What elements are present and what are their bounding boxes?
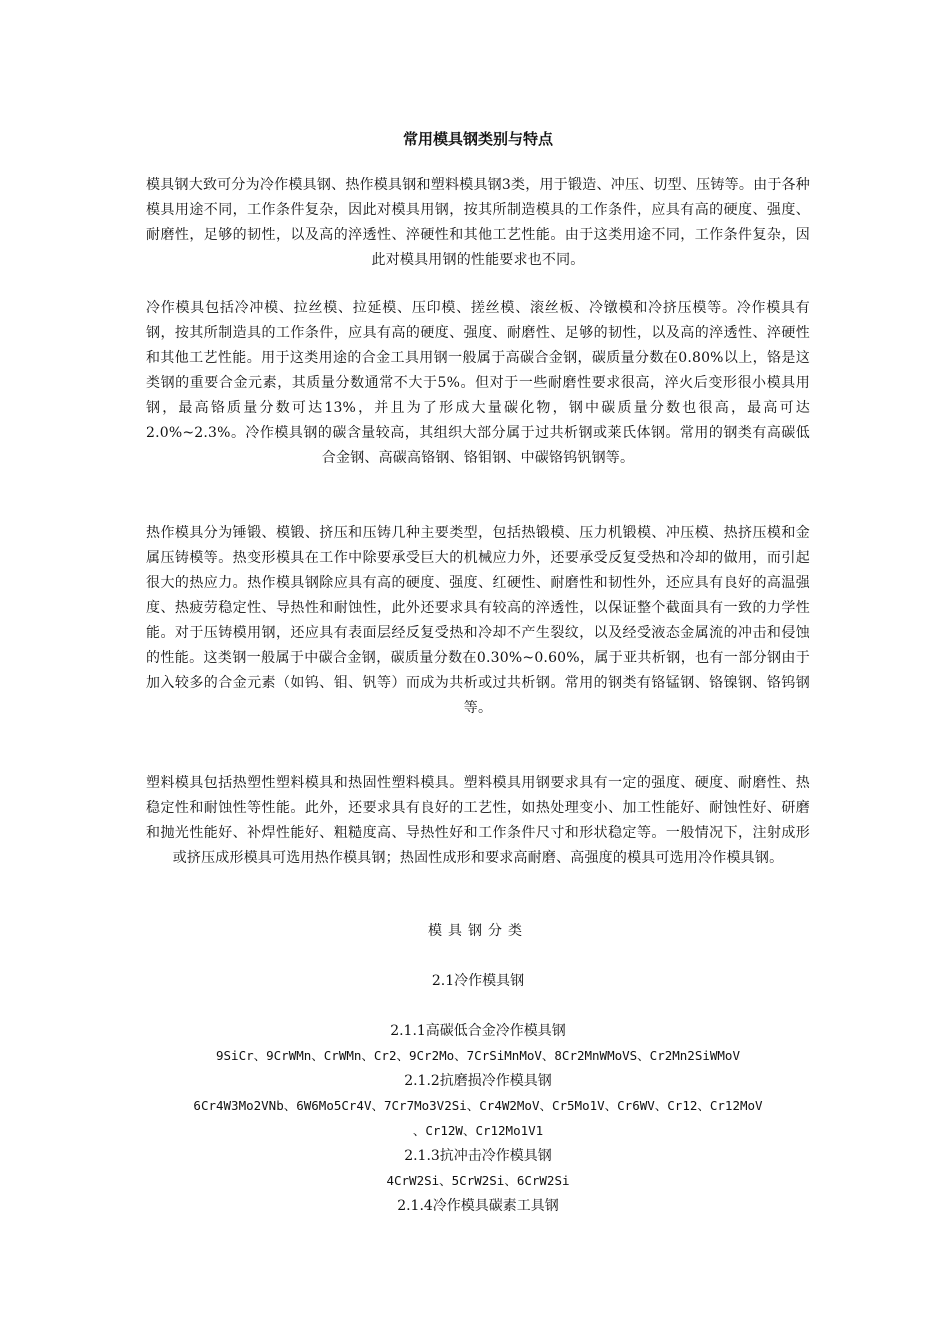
steel-grade-list: 9SiCr、9CrWMn、CrWMn、Cr2、9Cr2Mo、7CrSiMnMoV、8Cr2MnWMoVS、Cr2Mn2SiWMoV bbox=[216, 1048, 740, 1063]
page-title: 常用模具钢类别与特点 bbox=[402, 130, 553, 148]
steel-grade-list: 、Cr12W、Cr12Mo1V1 bbox=[412, 1123, 544, 1138]
subsection-title: 2.1.1高碳低合金冷作模具钢 bbox=[390, 1023, 566, 1039]
paragraph-cold-work: 冷作模具包括冷冲模、拉丝模、拉延模、压印模、搓丝模、滚丝板、冷镦模和冷挤压模等。冷作模具有钢，按其所制造具的工作条件，应具有高的硬度、强度、耐磨性、足够的韧性，以及高的淬透性、淬硬性和其他工艺性能。用于这类用途的合金工具用钢一般属于高碳合金钢，碳质量分数在0.80%以上，铬是这类钢的重要合金元素，其质量分数通常不大于5%。但对于一些耐磨性要求很高，淬火后变形很小模具用钢，最高铬质量分数可达13%，并且为了形成大量碳化物，钢中碳质量分数也很高，最高可达2.0%~2.3%。冷作模具钢的碳含量较高，其组织大部分属于过共析钢或莱氏体钢。常用的钢类有高碳低合金钢、高碳高铬钢、铬钼钢、中碳铬钨钒钢等。 bbox=[146, 300, 810, 466]
steel-grade-list: 4CrW2Si、5CrW2Si、6CrW2Si bbox=[386, 1173, 570, 1188]
subsection-title: 2.1.3抗冲击冷作模具钢 bbox=[404, 1148, 552, 1164]
subsection-title: 2.1.2抗磨损冷作模具钢 bbox=[404, 1073, 552, 1089]
paragraph-plastic: 塑料模具包括热塑性塑料模具和热固性塑料模具。塑料模具用钢要求具有一定的强度、硬度、耐磨性、热稳定性和耐蚀性等性能。此外，还要求具有良好的工艺性，如热处理变小、加工性能好、耐蚀性好、研磨和抛光性能好、补焊性能好、粗糙度高、导热性好和工作条件尺寸和形状稳定等。一般情况下，注射成形或挤压成形模具可选用热作模具钢；热固性成形和要求高耐磨、高强度的模具可选用冷作模具钢。 bbox=[146, 775, 810, 866]
paragraph-intro: 模具钢大致可分为冷作模具钢、热作模具钢和塑料模具钢3类，用于锻造、冲压、切型、压铸等。由于各种模具用途不同，工作条件复杂，因此对模具用钢，按其所制造模具的工作条件，应具有高的硬度、强度、耐磨性，足够的韧性，以及高的淬透性、淬硬性和其他工艺性能。由于这类用途不同，工作条件复杂，因此对模具用钢的性能要求也不同。 bbox=[146, 177, 810, 268]
section-heading: 2.1冷作模具钢 bbox=[431, 973, 525, 989]
classification-heading: 模具钢分类 bbox=[428, 923, 528, 939]
paragraph-hot-work: 热作模具分为锤锻、模锻、挤压和压铸几种主要类型，包括热锻模、压力机锻模、冲压模、热挤压模和金属压铸模等。热变形模具在工作中除要承受巨大的机械应力外，还要承受反复受热和冷却的做用，而引起很大的热应力。热作模具钢除应具有高的硬度、强度、红硬性、耐磨性和韧性外，还应具有良好的高温强度、热疲劳稳定性、导热性和耐蚀性，此外还要求具有较高的淬透性，以保证整个截面具有一致的力学性能。对于压铸模用钢，还应具有表面层经反复受热和冷却不产生裂纹，以及经受液态金属流的冲击和侵蚀的性能。这类钢一般属于中碳合金钢，碳质量分数在0.30%~0.60%，属于亚共析钢，也有一部分钢由于加入较多的合金元素（如钨、钼、钒等）而成为共析或过共析钢。常用的钢类有铬锰钢、铬镍钢、铬钨钢等。 bbox=[146, 525, 810, 716]
steel-grade-list: 6Cr4W3Mo2VNb、6W6Mo5Cr4V、7Cr7Mo3V2Si、Cr4W2MoV、Cr5Mo1V、Cr6WV、Cr12、Cr12MoV bbox=[193, 1098, 763, 1113]
subsection-title: 2.1.4冷作模具碳素工具钢 bbox=[397, 1198, 559, 1214]
